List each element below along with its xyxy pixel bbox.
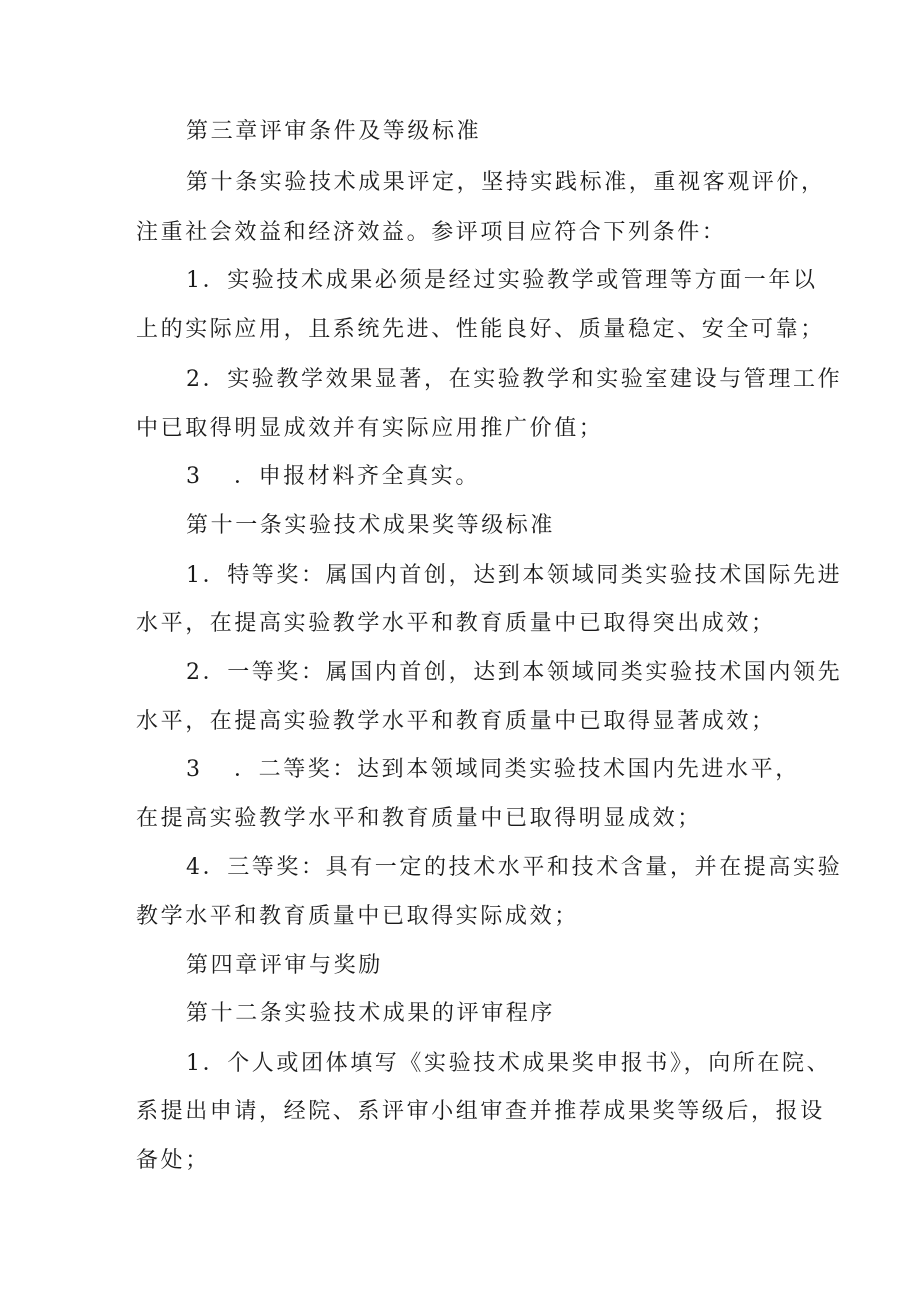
condition-2-line-1: 2．实验教学效果显著，在实验教学和实验室建设与管理工作 xyxy=(186,367,843,392)
grade-third-line-2: 教学水平和教育质量中已取得实际成效； xyxy=(136,904,579,929)
grade-second-line-1 xyxy=(186,753,800,787)
grade-first-line-2: 水平，在提高实验教学水平和教育质量中已取得显著成效； xyxy=(136,709,776,734)
condition-1-line-1: 1．实验技术成果必须是经过实验教学或管理等方面一年以 xyxy=(186,268,818,293)
article-10-line-2: 注重社会效益和经济效益。参评项目应符合下列条件： xyxy=(136,220,727,245)
article-12-heading: 第十二条实验技术成果的评审程序 xyxy=(186,1001,556,1026)
condition-3-line xyxy=(186,460,480,494)
condition-1-line-2: 上的实际应用，且系统先进、性能良好、质量稳定、安全可靠； xyxy=(136,317,825,342)
article-10-line-1: 第十条实验技术成果评定，坚持实践标准，重视客观评价， xyxy=(186,170,826,195)
procedure-1-line-3: 备处； xyxy=(136,1148,210,1173)
condition-2-line-2: 中已取得明显成效并有实际应用推广价值； xyxy=(136,416,604,441)
chapter-3-heading: 第三章评审条件及等级标准 xyxy=(186,119,482,144)
article-11-heading: 第十一条实验技术成果奖等级标准 xyxy=(186,513,556,538)
grade-second-line-2: 在提高实验教学水平和教育质量中已取得明显成效； xyxy=(136,806,702,831)
condition-3-text: ．申报材料齐全真实。 xyxy=(234,464,481,489)
condition-3-number: 3 xyxy=(186,464,200,489)
procedure-1-line-2: 系提出申请，经院、系评审小组审查并推荐成果奖等级后，报设 xyxy=(136,1099,825,1124)
grade-special-line-2: 水平，在提高实验教学水平和教育质量中已取得突出成效； xyxy=(136,611,776,636)
grade-third-line-1: 4．三等奖：具有一定的技术水平和技术含量，并在提高实验 xyxy=(186,855,843,880)
grade-special-line-1: 1．特等奖：属国内首创，达到本领域同类实验技术国际先进 xyxy=(186,563,843,588)
chapter-4-heading: 第四章评审与奖励 xyxy=(186,953,383,978)
grade-first-line-1: 2．一等奖：属国内首创，达到本领域同类实验技术国内领先 xyxy=(186,660,843,685)
grade-second-text: ．二等奖：达到本领域同类实验技术国内先进水平， xyxy=(234,757,800,782)
grade-second-number: 3 xyxy=(186,757,200,782)
procedure-1-line-1: 1．个人或团体填写《实验技术成果奖申报书》，向所在院、 xyxy=(186,1051,832,1076)
